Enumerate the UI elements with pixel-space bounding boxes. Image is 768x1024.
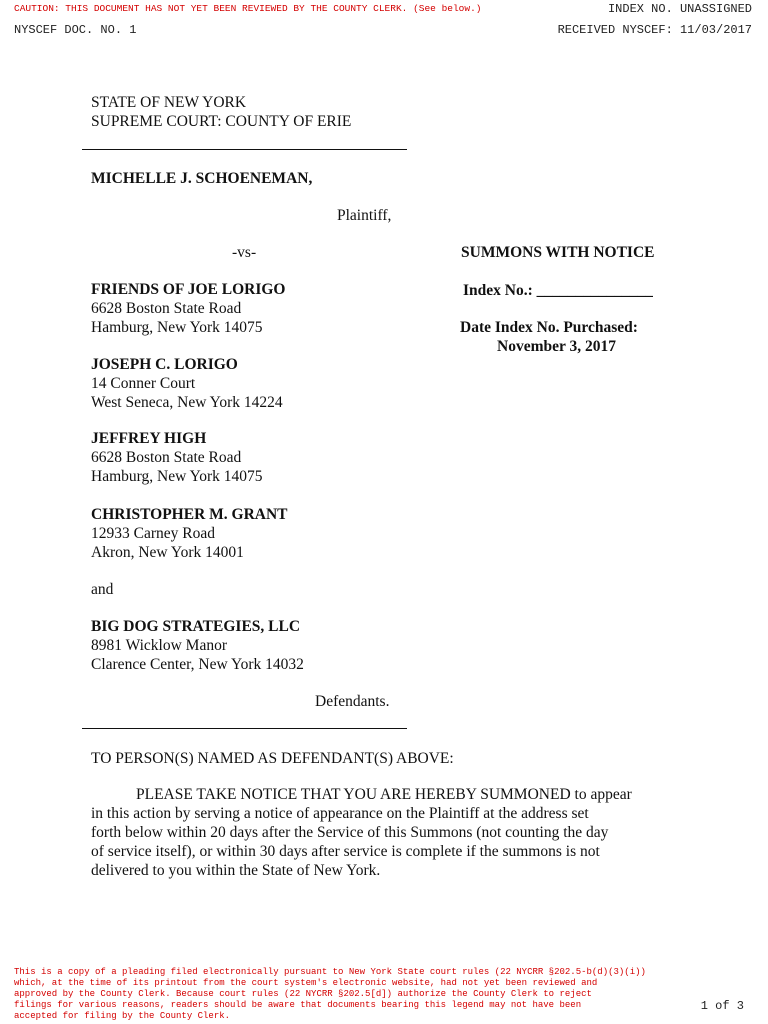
notice-line: of service itself), or within 30 days after service is complete if the summons is not bbox=[91, 843, 600, 860]
legend-line: approved by the County Clerk. Because court rules (22 NYCRR §202.5[d]) authorize the County Clerk to reject bbox=[14, 989, 592, 999]
defendant-address-line: 14 Conner Court bbox=[91, 375, 196, 392]
defendant-block bbox=[91, 617, 304, 674]
court-state: STATE OF NEW YORK bbox=[91, 94, 247, 111]
defendant-name: FRIENDS OF JOE LORIGO bbox=[91, 281, 286, 298]
versus-label: -vs- bbox=[232, 244, 257, 261]
and-conjunction: and bbox=[91, 581, 114, 598]
defendant-address-line: Akron, New York 14001 bbox=[91, 544, 244, 561]
legend-line: which, at the time of its printout from the court system's electronic website, had not yet been reviewed and bbox=[14, 978, 598, 988]
received-date: RECEIVED NYSCEF: 11/03/2017 bbox=[557, 23, 752, 37]
notice-line: delivered to you within the State of New York. bbox=[91, 862, 381, 879]
caption-rule-bottom bbox=[82, 728, 407, 729]
defendant-block bbox=[91, 355, 283, 412]
defendant-name: CHRISTOPHER M. GRANT bbox=[91, 506, 288, 523]
filing-legend bbox=[14, 967, 714, 1022]
defendant-address-line: 12933 Carney Road bbox=[91, 525, 215, 542]
defendant-address-line: Hamburg, New York 14075 bbox=[91, 468, 263, 485]
summons-title: SUMMONS WITH NOTICE bbox=[461, 244, 655, 261]
defendant-address-line: Clarence Center, New York 14032 bbox=[91, 656, 304, 673]
legend-line: This is a copy of a pleading filed electronically pursuant to New York State court rules (22 NYCRR §202.5-b(d)(3)(i)) bbox=[14, 967, 646, 977]
defendant-block bbox=[91, 280, 286, 337]
page-number: 1 of 3 bbox=[700, 999, 744, 1013]
defendant-name: JOSEPH C. LORIGO bbox=[91, 356, 238, 373]
caution-banner: CAUTION: THIS DOCUMENT HAS NOT YET BEEN REVIEWED BY THE COUNTY CLERK. (See below.) bbox=[14, 3, 482, 14]
plaintiff-label: Plaintiff, bbox=[337, 207, 392, 224]
plaintiff-name: MICHELLE J. SCHOENEMAN, bbox=[91, 170, 313, 187]
defendant-address-line: West Seneca, New York 14224 bbox=[91, 394, 283, 411]
defendant-address-line: 6628 Boston State Road bbox=[91, 449, 242, 466]
defendants-label: Defendants. bbox=[315, 693, 390, 710]
index-number-field: Index No.: _______________ bbox=[463, 282, 653, 299]
legend-line: accepted for filing by the County Clerk. bbox=[14, 1011, 231, 1021]
notice-line: in this action by serving a notice of appearance on the Plaintiff at the address set bbox=[91, 805, 589, 822]
index-number-header: INDEX NO. UNASSIGNED bbox=[607, 2, 752, 16]
defendant-name: JEFFREY HIGH bbox=[91, 430, 207, 447]
defendant-block bbox=[91, 429, 263, 486]
date-purchased-label: Date Index No. Purchased: bbox=[460, 319, 638, 336]
defendant-address-line: 8981 Wicklow Manor bbox=[91, 637, 227, 654]
court-caption bbox=[91, 93, 351, 131]
defendant-name: BIG DOG STRATEGIES, LLC bbox=[91, 618, 301, 635]
legend-line: filings for various reasons, readers should be aware that documents bearing this legend may not have been bbox=[14, 1000, 582, 1010]
notice-heading: TO PERSON(S) NAMED AS DEFENDANT(S) ABOVE: bbox=[91, 750, 454, 767]
date-purchased-value: November 3, 2017 bbox=[497, 338, 616, 355]
defendant-address-line: Hamburg, New York 14075 bbox=[91, 319, 263, 336]
notice-line: forth below within 20 days after the Service of this Summons (not counting the day bbox=[91, 824, 609, 841]
notice-line: PLEASE TAKE NOTICE THAT YOU ARE HEREBY SUMMONED to appear bbox=[136, 786, 632, 803]
court-name: SUPREME COURT: COUNTY OF ERIE bbox=[91, 113, 352, 130]
nyscef-doc-number: NYSCEF DOC. NO. 1 bbox=[14, 23, 137, 37]
notice-paragraph bbox=[91, 785, 691, 880]
defendant-block bbox=[91, 505, 288, 562]
caption-rule-top bbox=[82, 149, 407, 150]
defendant-address-line: 6628 Boston State Road bbox=[91, 300, 242, 317]
